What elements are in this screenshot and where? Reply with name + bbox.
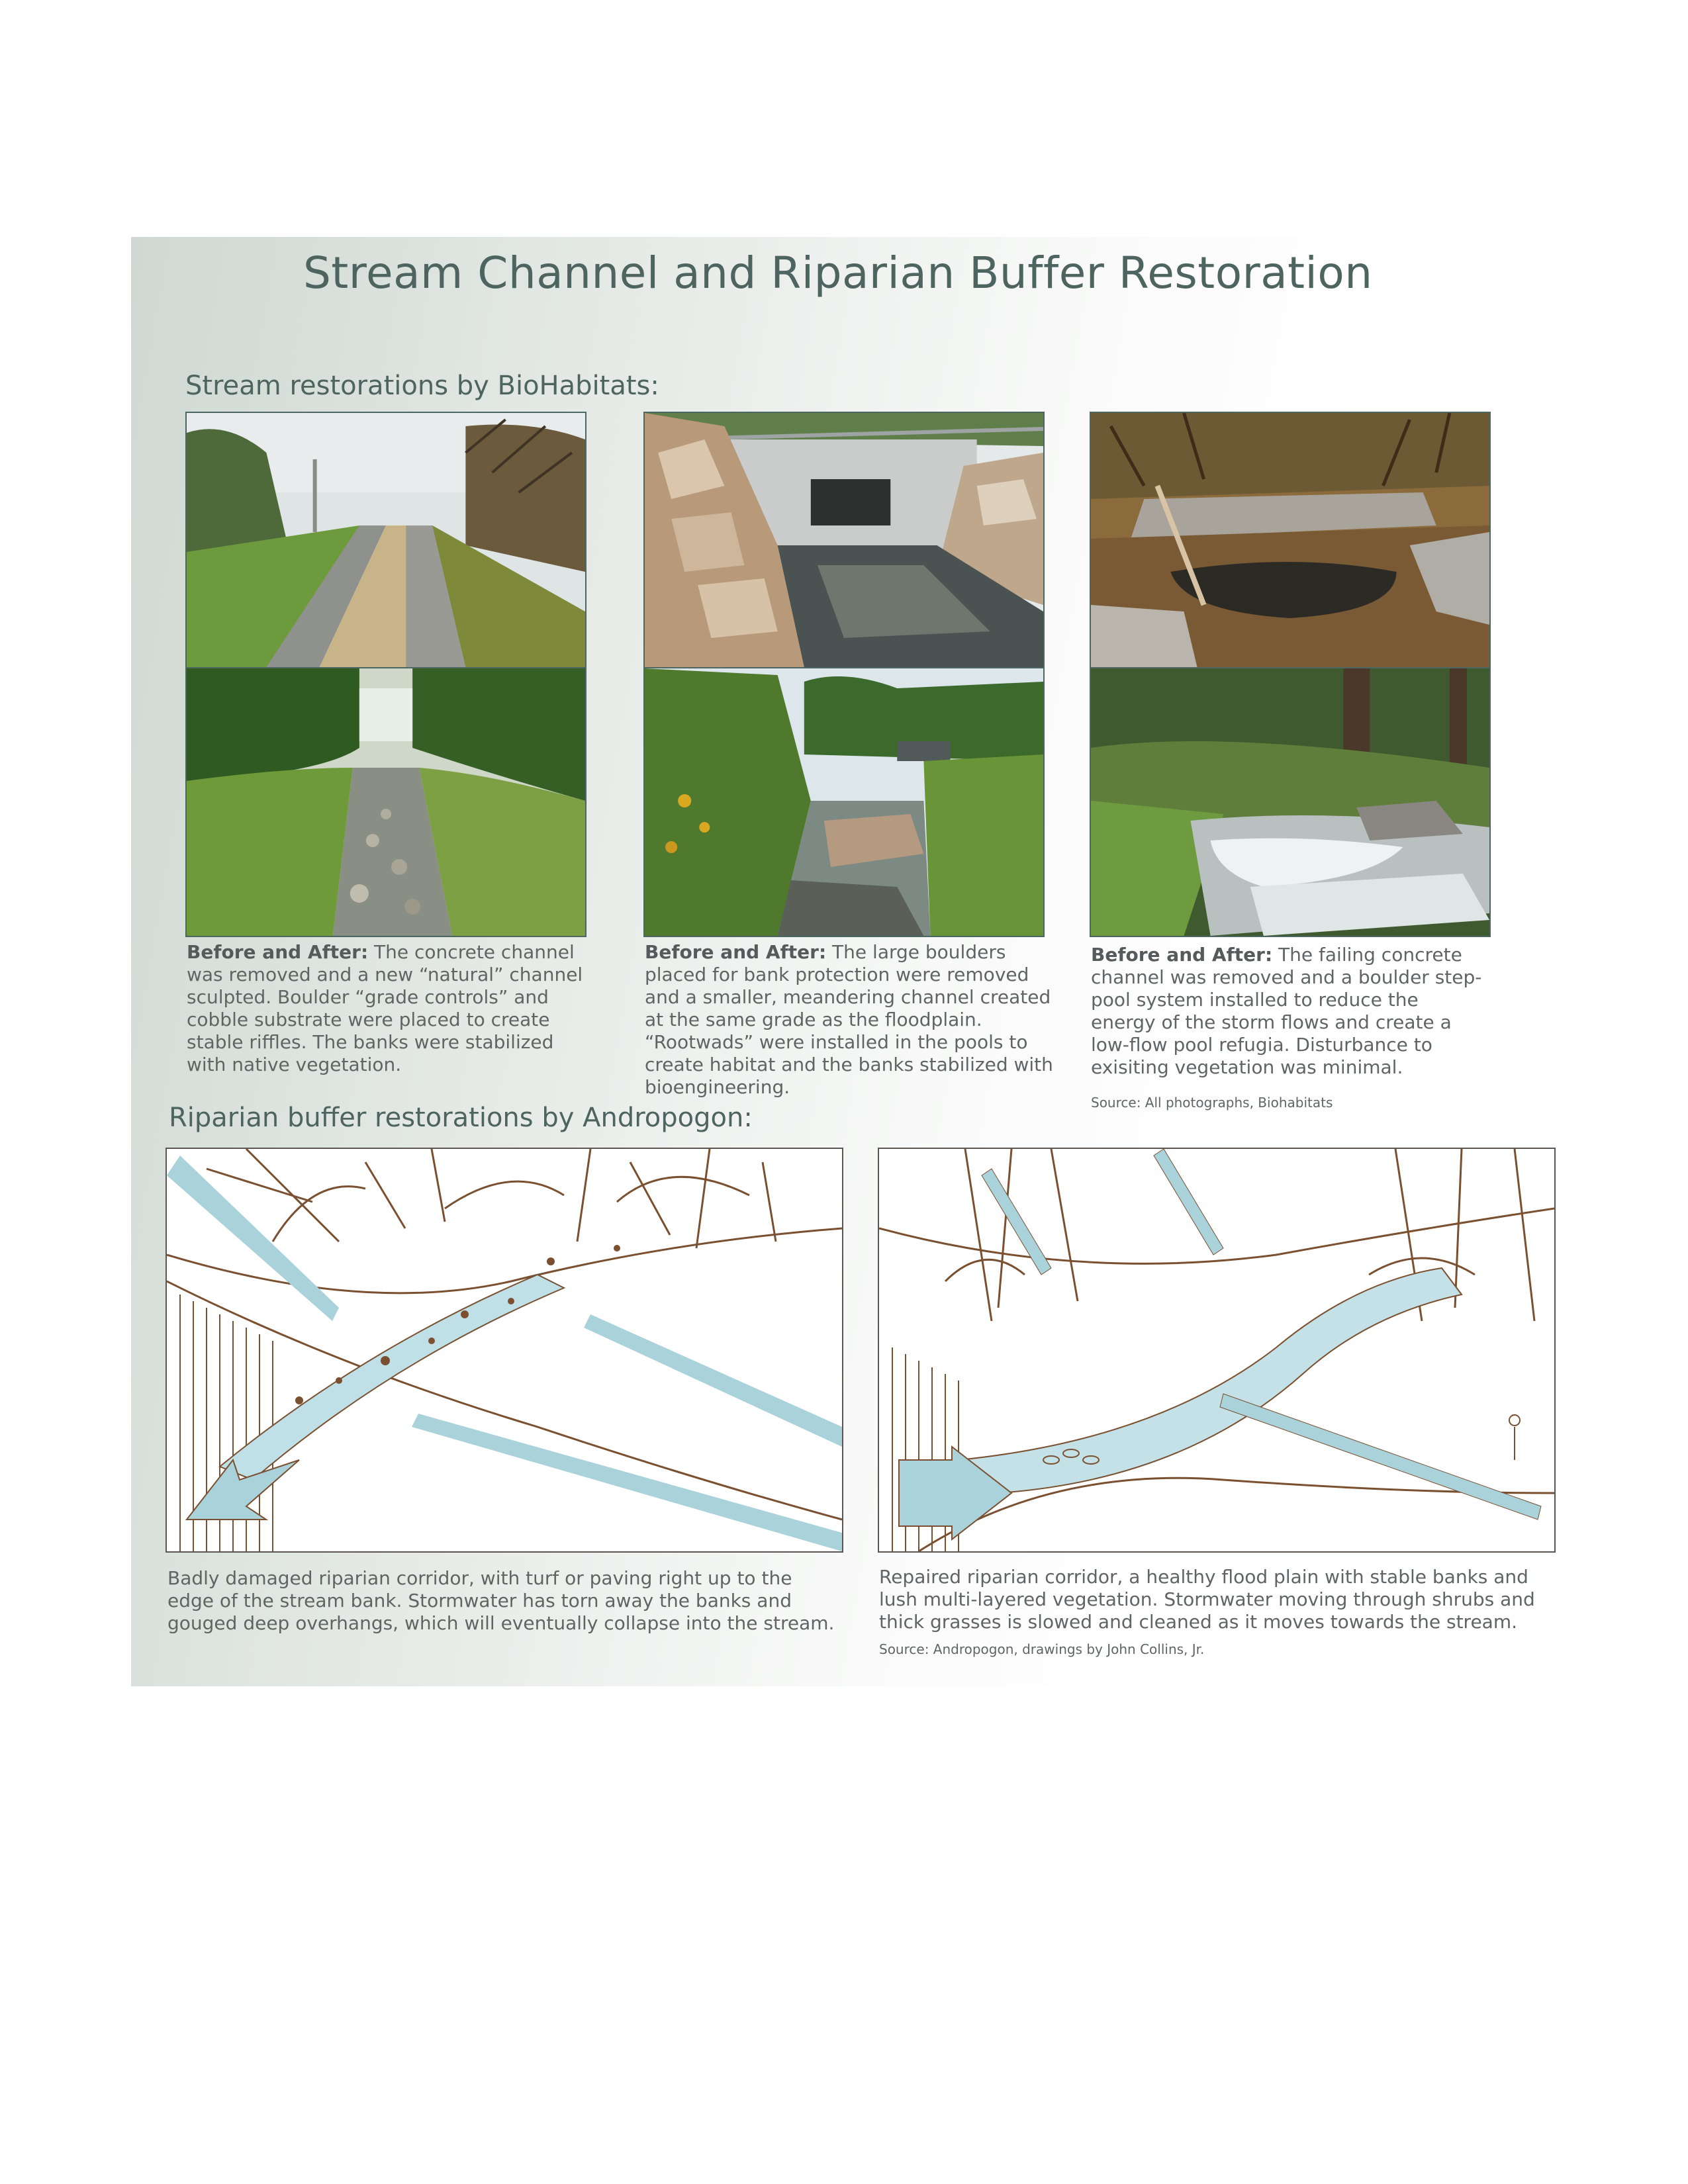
andropogon-heading: Riparian buffer restorations by Andropogon: <box>169 1103 753 1133</box>
after-photo-natural-channel <box>185 667 586 937</box>
caption-body: The failing concrete channel was removed and a boulder step-pool system installed to reduce the energy of the storm flows and create a low-flow pool refugia. Disturbance to exisiting vegetation was minimal. <box>1091 944 1482 1078</box>
drawing-damaged-corridor <box>165 1148 843 1553</box>
caption-lead: Before and After: <box>645 941 827 963</box>
caption-lead: Before and After: <box>1091 944 1273 966</box>
drawing-repaired-corridor <box>878 1148 1556 1553</box>
caption-repaired-corridor: Repaired riparian corridor, a healthy flood plain with stable banks and lush multi-layered vegetation. Stormwater moving through shrubs and thick grasses is slowed and cleaned as it moves towards the stream. <box>879 1566 1535 1633</box>
after-photo-meandering-channel <box>643 667 1045 937</box>
biohabitats-heading: Stream restorations by BioHabitats: <box>185 371 659 401</box>
caption-project-1 <box>187 941 588 1076</box>
caption-project-2 <box>645 941 1055 1099</box>
caption-project-3 <box>1091 944 1488 1079</box>
project-2 <box>643 412 1053 1113</box>
caption-body: The concrete channel was removed and a new “natural” channel sculpted. Boulder “grade controls” and cobble substrate were placed to create stable riffles. The banks were stabilized with native vegetation. <box>187 941 583 1075</box>
before-photo-boulders-culvert <box>643 412 1045 668</box>
caption-body: The large boulders placed for bank protection were removed and a smaller, meandering channel created at the same grade as the floodplain. “Rootwads” were installed in the pools to create habitat and the banks stabilized with bioengineering. <box>645 941 1053 1098</box>
photo-source: Source: All photographs, Biohabitats <box>1091 1095 1333 1111</box>
caption-lead: Before and After: <box>187 941 369 963</box>
caption-damaged-corridor: Badly damaged riparian corridor, with turf or paving right up to the edge of the stream bank. Stormwater has torn away the banks and gouged deep overhangs, which will eventually collapse into the stream. <box>167 1567 835 1634</box>
before-photo-failing-channel <box>1090 412 1491 668</box>
page-title: Stream Channel and Riparian Buffer Restoration <box>303 248 1373 298</box>
after-photo-step-pool <box>1090 667 1491 937</box>
drawing-source: Source: Andropogon, drawings by John Collins, Jr. <box>879 1641 1205 1657</box>
project-1 <box>185 412 586 1113</box>
project-3 <box>1090 412 1491 1113</box>
before-photo-concrete-channel <box>185 412 586 668</box>
